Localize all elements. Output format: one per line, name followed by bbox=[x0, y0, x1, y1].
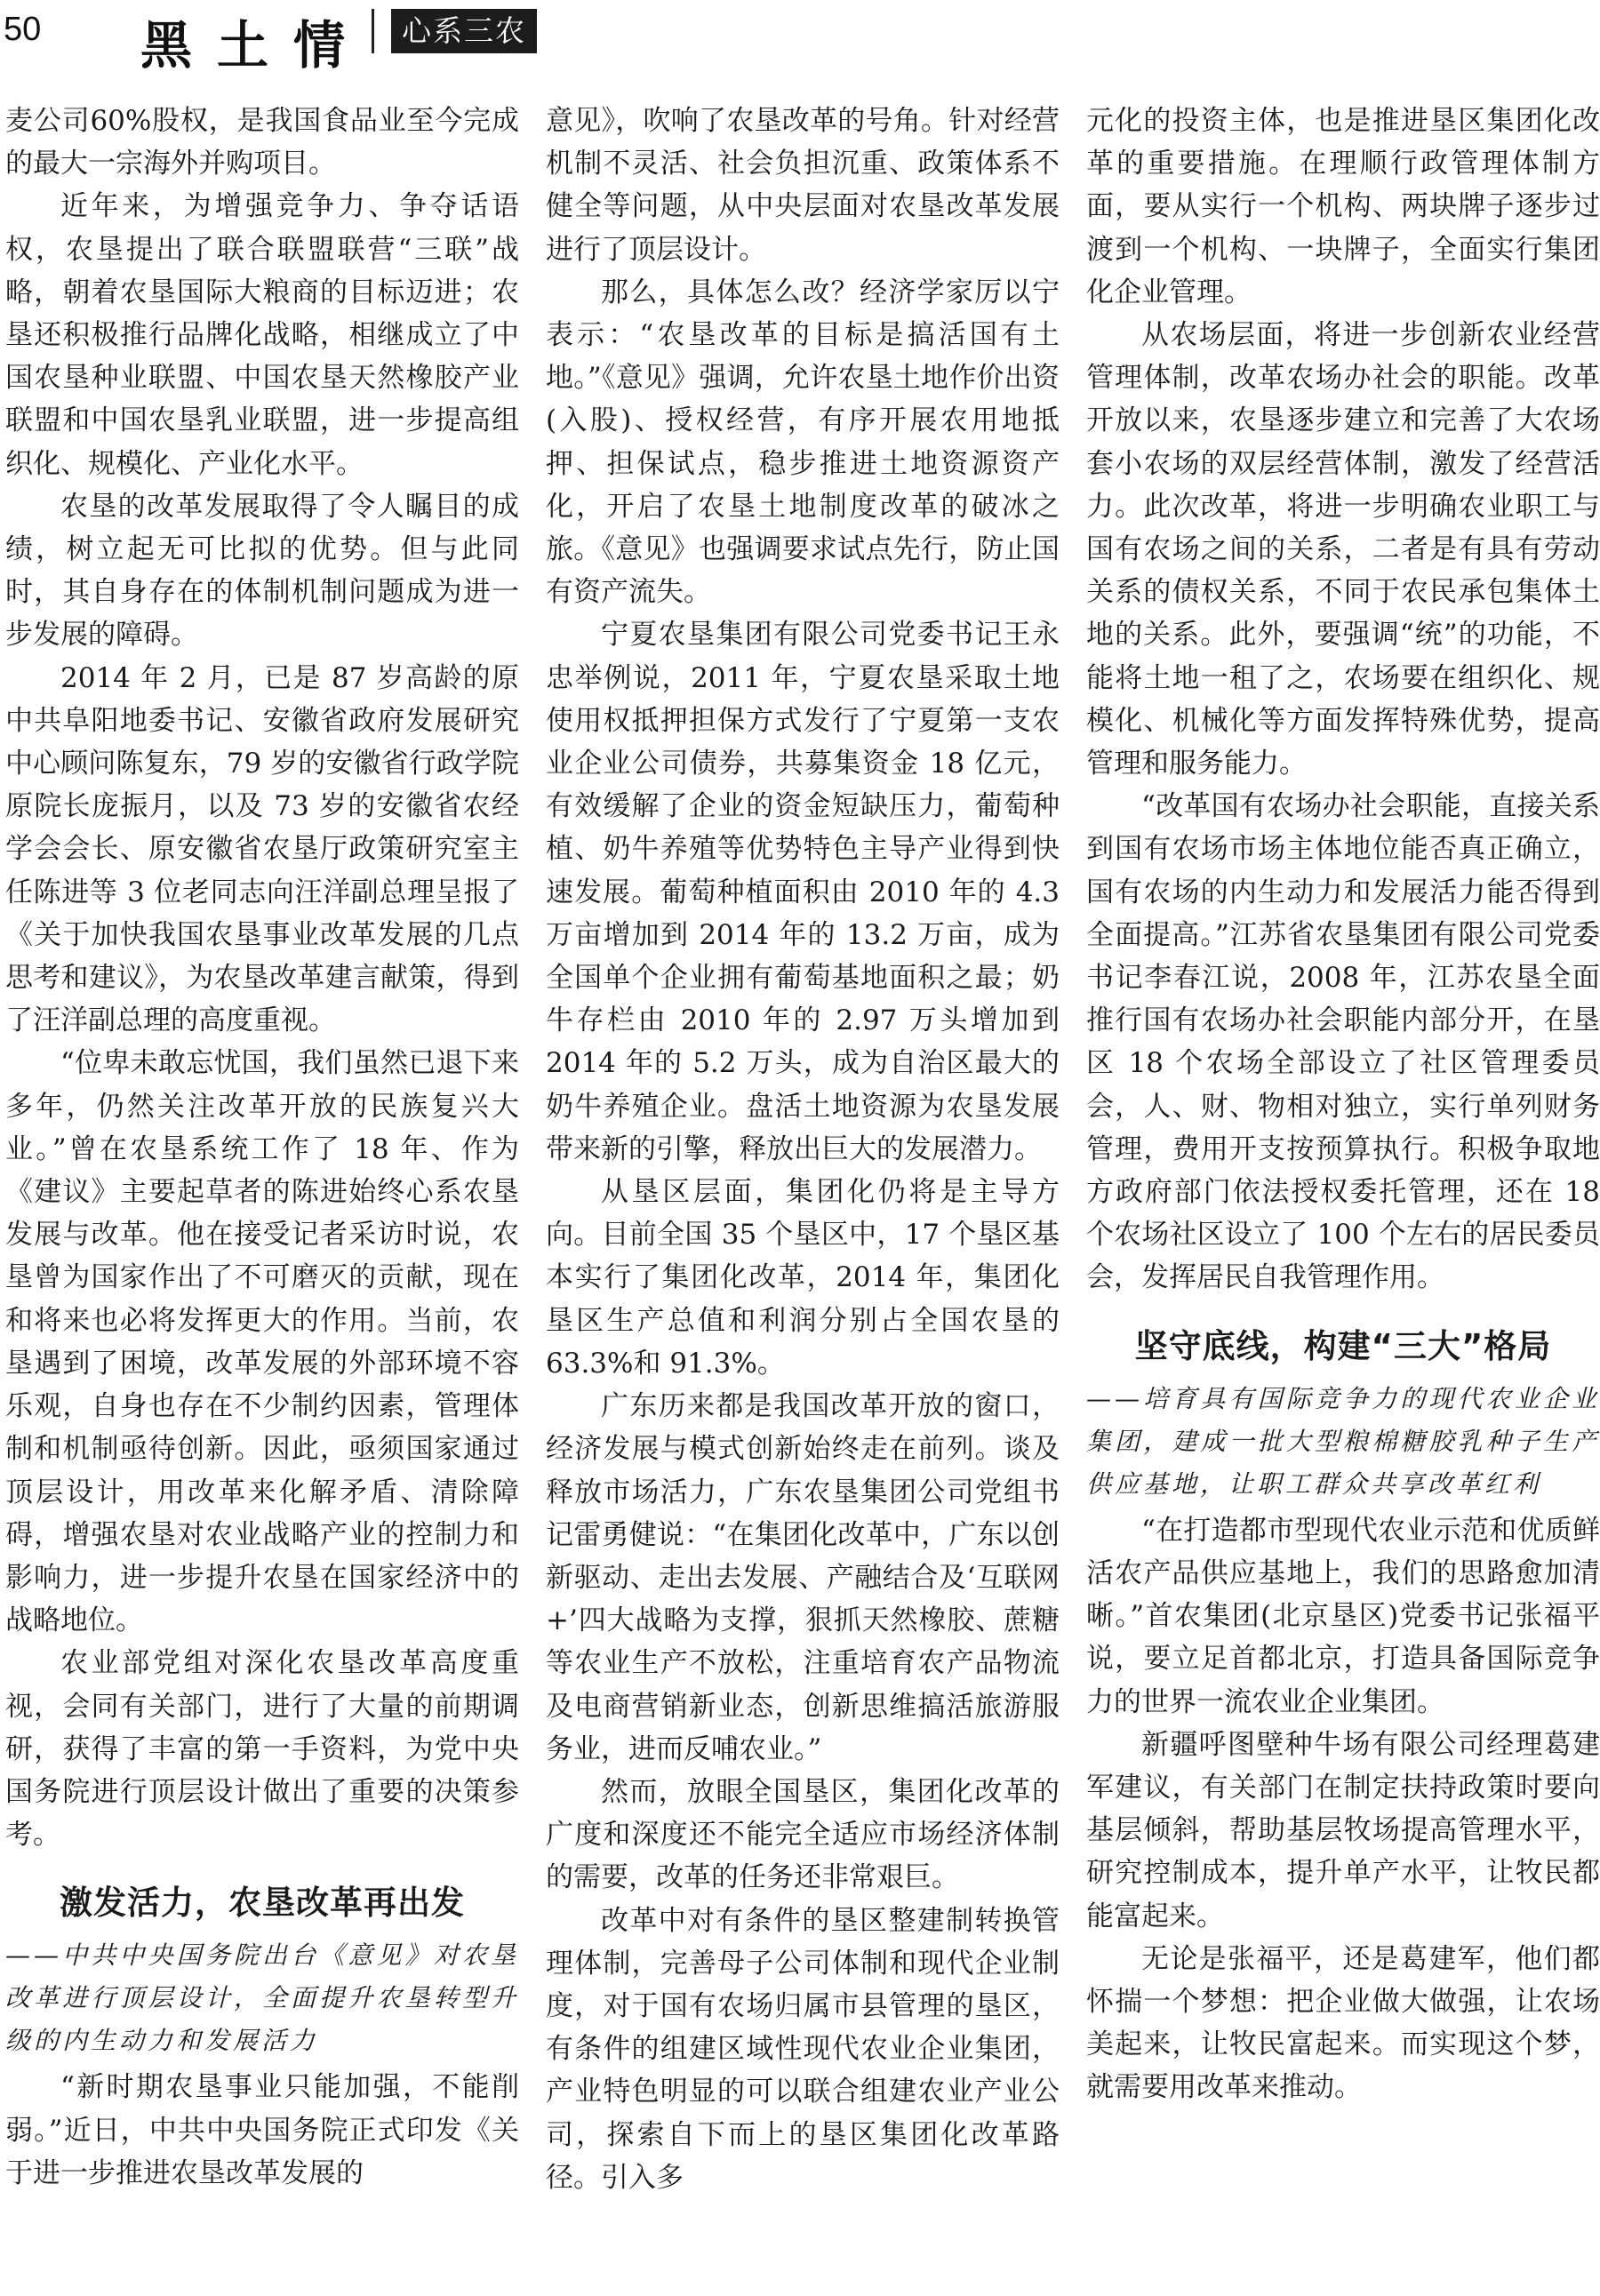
body-paragraph: 农垦的改革发展取得了令人瞩目的成绩，树立起无可比拟的优势。但与此同时，其自身存在的体制机制问题成为进一步发展的障碍。 bbox=[5, 490, 519, 652]
body-paragraph: 农业部党组对深化农垦改革高度重视，会同有关部门，进行了大量的前期调研，获得了丰富的第一手资料，为党中央国务院进行顶层设计做出了重要的决策参考。 bbox=[5, 1647, 519, 1852]
body-paragraph: “新时期农垦事业只能加强，不能削弱。”近日，中共中央国务院正式印发《关于进一步推进农垦改革发展的 bbox=[5, 2071, 519, 2189]
body-paragraph: 然而，放眼全国垦区，集团化改革的广度和深度还不能完全适应市场经济体制的需要，改革的任务还非常艰巨。 bbox=[546, 1775, 1060, 1894]
body-paragraph: 2014 年 2 月，已是 87 岁高龄的原中共阜阳地委书记、安徽省政府发展研究中心顾问陈复东，79 岁的安徽省行政学院原院长庞振月，以及 73 岁的安徽省农经学会会长、原安徽省农垦厅政策研究室主任陈进等 3 位老同志向汪洋副总理呈报了《关于加快我国农垦事业改革发展的几点思考和建议》，为农垦改革建言献策，得到了汪洋副总理的高度重视。 bbox=[5, 661, 519, 1037]
body-paragraph: “位卑未敢忘忧国，我们虽然已退下来多年，仍然关注改革开放的民族复兴大业。”曾在农垦系统工作了 18 年、作为《建议》主要起草者的陈进始终心系农垦发展与改革。他在接受记者采访时说，农垦曾为国家作出了不可磨灭的贡献，现在和将来也必将发挥更大的作用。当前，农垦遇到了困境，改革发展的外部环境不容乐观，自身也存在不少制约因素，管理体制和机制亟待创新。因此，亟须国家通过顶层设计，用改革来化解矛盾、清除障碍，增强农垦对农业战略产业的控制力和影响力，进一步提升农垦在国家经济中的战略地位。 bbox=[5, 1047, 519, 1637]
body-paragraph: 麦公司60%股权，是我国食品业至今完成的最大一宗海外并购项目。 bbox=[5, 105, 519, 180]
article-column-2 bbox=[546, 100, 1060, 2286]
body-paragraph: 元化的投资主体，也是推进垦区集团化改革的重要措施。在理顺行政管理体制方面，要从实行一个机构、两块牌子逐步过渡到一个机构、一块牌子，全面实行集团化企业管理。 bbox=[1086, 105, 1600, 308]
body-paragraph: “在打造都市型现代农业示范和优质鲜活农产品供应基地上，我们的思路愈加清晰。”首农集团(北京垦区)党委书记张福平说，要立足首都北京，打造具备国际竞争力的世界一流农业企业集团。 bbox=[1086, 1514, 1600, 1718]
body-paragraph: 新疆呼图壁种牛场有限公司经理葛建军建议，有关部门在制定扶持政策时要向基层倾斜，帮助基层牧场提高管理水平，研究控制成本，提升单产水平，让牧民都能富起来。 bbox=[1086, 1728, 1600, 1932]
body-paragraph: 近年来，为增强竞争力、争夺话语权，农垦提出了联合联盟联营“三联”战略，朝着农垦国际大粮商的目标迈进；农垦还积极推行品牌化战略，相继成立了中国农垦种业联盟、中国农垦天然橡胶产业联盟和中国农垦乳业联盟，进一步提高组织化、规模化、产业化水平。 bbox=[5, 190, 519, 480]
body-paragraph: 那么，具体怎么改？经济学家厉以宁表示：“农垦改革的目标是搞活国有土地。”《意见》强调，允许农垦土地作价出资(入股)、授权经营，有序开展农用地抵押、担保试点，稳步推进土地资源资产化，开启了农垦土地制度改革的破冰之旅。《意见》也强调要求试点先行，防止国有资产流失。 bbox=[546, 276, 1060, 609]
page-header bbox=[0, 0, 1600, 76]
page-number: 50 bbox=[4, 11, 42, 48]
body-paragraph: 改革中对有条件的垦区整建制转换管理体制，完善母子公司体制和现代企业制度，对于国有农场归属市县管理的垦区，有条件的组建区域性现代农业企业集团，产业特色明显的可以联合组建农业产业公司，探索自下而上的垦区集团化改革路径。引入多 bbox=[546, 1904, 1060, 2194]
body-paragraph: 广东历来都是我国改革开放的窗口，经济发展与模式创新始终走在前列。谈及释放市场活力，广东农垦集团公司党组书记雷勇健说：“在集团化改革中，广东以创新驱动、走出去发展、产融结合及‘互联网+’四大战略为支撑，狠抓天然橡胶、蔗糖等农业生产不放松，注重培育农产品物流及电商营销新业态，创新思维搞活旅游服务业，进而反哺农业。” bbox=[546, 1390, 1060, 1765]
section-heading: 坚守底线，构建“三大”格局 bbox=[1134, 1326, 1552, 1365]
body-paragraph: 意见》，吹响了农垦改革的号角。针对经营机制不灵活、社会负担沉重、政策体系不健全等问题，从中央层面对农垦改革发展进行了顶层设计。 bbox=[546, 105, 1060, 266]
section-subtitle: ——培育具有国际竞争力的现代农业企业集团，建成一批大型粮棉糖胶乳种子生产供应基地，让职工群众共享改革红利 bbox=[1086, 1383, 1600, 1499]
section-subtitle: ——中共中央国务院出台《意见》对农垦改革进行顶层设计，全面提升农垦转型升级的内生动力和发展活力 bbox=[5, 1940, 519, 2056]
body-paragraph: “改革国有农场办社会职能，直接关系到国有农场市场主体地位能否真正确立，国有农场的内生动力和发展活力能否得到全面提高。”江苏省农垦集团有限公司党委书记李春江说，2008 年，江苏农垦全面推行国有农场办社会职能内部分开，在垦区 18 个农场全部设立了社区管理委员会，人、财、物相对独立，实行单列财务管理，费用开支按预算执行。积极争取地方政府部门依法授权委托管理，还在 18 个农场社区设立了 100 个左右的居民委员会，发挥居民自我管理作用。 bbox=[1086, 790, 1600, 1294]
body-paragraph: 无论是张福平，还是葛建军，他们都怀揣一个梦想：把企业做大做强，让农场美起来，让牧民富起来。而实现这个梦，就需要用改革来推动。 bbox=[1086, 1942, 1600, 2104]
section-tag: 心系三农 bbox=[391, 9, 537, 53]
body-paragraph: 从农场层面，将进一步创新农业经营管理体制，改革农场办社会的职能。改革开放以来，农垦逐步建立和完善了大农场套小农场的双层经营体制，激发了经营活力。此次改革，将进一步明确农业职工与国有农场之间的关系，二者是有具有劳动关系的债权关系，不同于农民承包集体土地的关系。此外，要强调“统”的功能，不能将土地一租了之，农场要在组织化、规模化、机械化等方面发挥特殊优势，提高管理和服务能力。 bbox=[1086, 319, 1600, 780]
masthead-title: 黑土情 bbox=[140, 15, 371, 76]
body-paragraph: 宁夏农垦集团有限公司党委书记王永忠举例说，2011 年，宁夏农垦采取土地使用权抵押担保方式发行了宁夏第一支农业企业公司债券，共募集资金 18 亿元，有效缓解了企业的资金短缺压力，葡萄种植、奶牛养殖等优势特色主导产业得到快速发展。葡萄种植面积由 2010 年的 4.3 万亩增加到 2014 年的 13.2 万亩，成为全国单个企业拥有葡萄基地面积之最；奶牛存栏由 2010 年的 2.97 万头增加到 2014 年的 5.2 万头，成为自治区最大的奶牛养殖企业。盘活土地资源为农垦发展带来新的引擎，释放出巨大的发展潜力。 bbox=[546, 619, 1060, 1165]
body-paragraph: 从垦区层面，集团化仍将是主导方向。目前全国 35 个垦区中，17 个垦区基本实行了集团化改革，2014 年，集团化垦区生产总值和利润分别占全国农垦的 63.3%和 91.3%。 bbox=[546, 1176, 1060, 1380]
article-column-1 bbox=[5, 100, 519, 2286]
section-heading: 激发活力，农垦改革再出发 bbox=[60, 1884, 465, 1923]
header-divider bbox=[372, 9, 374, 53]
article-column-3 bbox=[1086, 100, 1600, 2286]
